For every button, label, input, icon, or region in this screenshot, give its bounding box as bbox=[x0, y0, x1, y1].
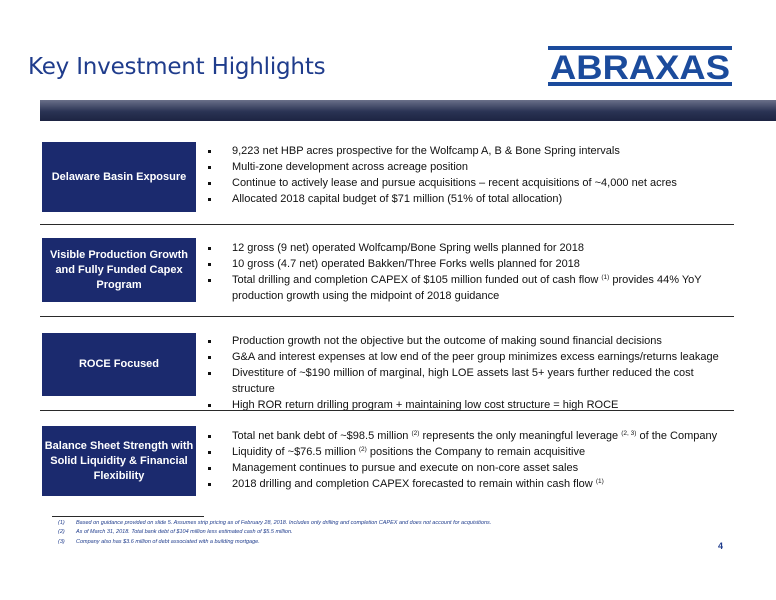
bullet-item: Liquidity of ~$76.5 million $^{(2)}$ positions the Company to remain acquisitive bbox=[208, 444, 723, 460]
bullet-item: High ROR return drilling program + maintaining low cost structure = high ROCE bbox=[208, 397, 723, 413]
footnote: (2) As of March 31, 2018. Total bank debt of $104 million less estimated cash of $5.5 million. bbox=[58, 529, 293, 536]
bullet-item: Multi-zone development across acreage position bbox=[208, 159, 723, 175]
bullet-item: 2018 drilling and completion CAPEX forecasted to remain within cash flow $^{(1)}$ bbox=[208, 476, 723, 492]
bullet-item: Production growth not the objective but the outcome of making sound financial decisions bbox=[208, 333, 723, 349]
page-number: 4 bbox=[718, 541, 724, 551]
section-divider bbox=[40, 410, 734, 411]
bullet-item: Total net bank debt of ~$98.5 million $^{(2)}$ represents the only meaningful leverage $^{(2, 3)}$ of the Company bbox=[208, 428, 723, 444]
bullet-item: Total drilling and completion CAPEX of $105 million funded out of cash flow $^{(1)}$ provides 44% YoY production growth using the midpoint of 2018 guidance bbox=[208, 272, 723, 304]
bullet-list-delaware bbox=[208, 143, 723, 207]
logo-text: ABRAXAS bbox=[550, 49, 730, 86]
page-title: Key Investment Highlights bbox=[28, 54, 326, 80]
company-logo bbox=[548, 46, 732, 86]
bullet-item: 9,223 net HBP acres prospective for the Wolfcamp A, B & Bone Spring intervals bbox=[208, 143, 723, 159]
bullet-item: Allocated 2018 capital budget of $71 million (51% of total allocation) bbox=[208, 191, 723, 207]
section-divider bbox=[40, 316, 734, 317]
bullet-item: Management continues to pursue and execute on non-core asset sales bbox=[208, 460, 723, 476]
bullet-item: Divestiture of ~$190 million of marginal, high LOE assets last 5+ years further reduced the cost structure bbox=[208, 365, 723, 397]
bullet-item: G&A and interest expenses at low end of the peer group minimizes excess earnings/returns leakage bbox=[208, 349, 723, 365]
bullet-list-production bbox=[208, 240, 723, 304]
section-label-production: Visible Production Growth and Fully Funded Capex Program bbox=[42, 238, 196, 302]
bullet-item: 12 gross (9 net) operated Wolfcamp/Bone Spring wells planned for 2018 bbox=[208, 240, 723, 256]
footnote-rule bbox=[52, 516, 204, 517]
section-label-roce: ROCE Focused bbox=[42, 333, 196, 396]
section-label-balance-sheet: Balance Sheet Strength with Solid Liquidity & Financial Flexibility bbox=[42, 426, 196, 496]
header-band bbox=[40, 100, 776, 121]
footnote: (3) Company also has $3.6 million of debt associated with a building mortgage. bbox=[58, 538, 260, 545]
section-divider bbox=[40, 224, 734, 225]
bullet-item: 10 gross (4.7 net) operated Bakken/Three Forks wells planned for 2018 bbox=[208, 256, 723, 272]
bullet-item: Continue to actively lease and pursue acquisitions – recent acquisitions of ~4,000 net acres bbox=[208, 175, 723, 191]
bullet-list-roce bbox=[208, 333, 723, 413]
bullet-list-balance-sheet bbox=[208, 428, 723, 492]
footnotes bbox=[58, 519, 718, 547]
section-label-delaware: Delaware Basin Exposure bbox=[42, 142, 196, 212]
footnote: (1) Based on guidance provided on slide 5. Assumes strip pricing as of February 28, 2018. Includes only drilling and completion CAPEX and does not account for acquisitions. bbox=[58, 520, 492, 526]
